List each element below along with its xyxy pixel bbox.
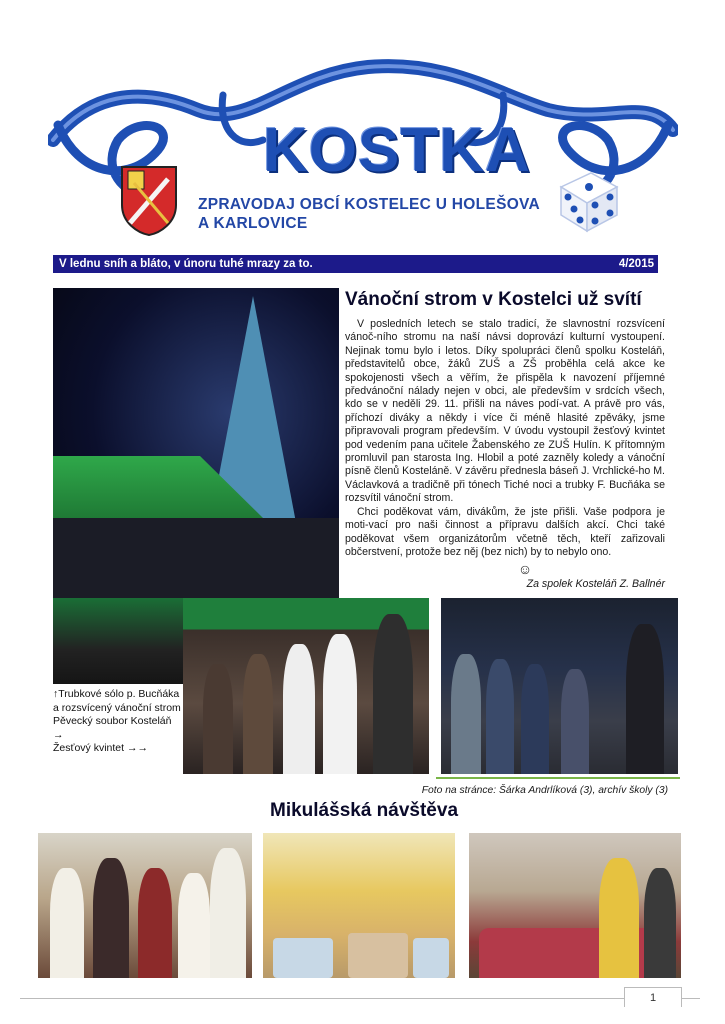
- masthead-subtitle: [198, 195, 578, 233]
- costumed-person: [644, 868, 676, 978]
- caption-line-1: ↑Trubkové sólo p. Bucňáka a rozsvícený vánoční strom: [53, 688, 181, 714]
- school-desk: [273, 938, 333, 978]
- page-number: 1: [624, 987, 682, 1007]
- coat-of-arms-icon: [120, 165, 178, 237]
- school-desk: [348, 933, 408, 978]
- musician: [561, 669, 589, 774]
- musician: [451, 654, 481, 774]
- choir-singer: [323, 634, 357, 774]
- masthead-title: KOSTKA: [263, 116, 531, 185]
- musician: [521, 664, 549, 774]
- subtitle-line-1: ZPRAVODAJ OBCÍ KOSTELEC U HOLEŠOVA: [198, 196, 541, 213]
- choir-singer: [203, 664, 233, 774]
- costumed-person: [50, 868, 84, 978]
- article-signature: Za spolek Kosteláň Z. Ballnér: [526, 578, 665, 591]
- divider: [436, 777, 680, 779]
- christmas-tree-photo: [53, 288, 339, 598]
- photo-credit: Foto na stránce: Šárka Andrlíková (3), archív školy (3): [421, 785, 668, 796]
- article-christmas-tree: [345, 288, 665, 590]
- school-desk: [413, 938, 449, 978]
- banner-motto: V lednu sníh a bláto, v únoru tuhé mrazy za to.: [59, 258, 313, 270]
- costumed-person: [138, 868, 172, 978]
- choir-singer: [283, 644, 315, 774]
- masthead: [48, 55, 678, 250]
- children-group: [479, 928, 669, 978]
- article-title: Vánoční strom v Kostelci už svítí: [345, 289, 642, 310]
- choir-singer: [373, 614, 413, 774]
- issue-banner: [53, 255, 658, 273]
- smiley-icon: ☺: [517, 561, 533, 578]
- costumed-person: [178, 873, 210, 978]
- caption-line-3: Žesťový kvintet →→: [53, 742, 148, 754]
- caption-line-2: Pěvecký soubor Kosteláň →: [53, 715, 172, 741]
- ground: [53, 518, 339, 598]
- section-title: Mikulášská návštěva: [270, 800, 459, 821]
- costumed-person: [210, 848, 246, 978]
- costumed-person: [599, 858, 639, 978]
- brass-quintet-photo: [441, 598, 678, 774]
- dice-icon: [553, 165, 623, 235]
- trumpet-solo-photo: [53, 598, 183, 684]
- photo-caption: [53, 688, 181, 756]
- costumed-person: [93, 858, 129, 978]
- subtitle-line-2: A KARLOVICE: [198, 215, 308, 232]
- st-nicholas-photo-3: [469, 833, 681, 978]
- choir-singer: [243, 654, 273, 774]
- st-nicholas-photo-1: [38, 833, 252, 978]
- issue-number: 4/2015: [618, 258, 654, 270]
- st-nicholas-photo-2: [263, 833, 455, 978]
- choir-photo: [183, 598, 429, 774]
- footer-line: [20, 998, 700, 999]
- article-paragraph-2: Chci poděkovat vám, divákům, že jste přišli. Vaše podpora je moti-vací pro naši činnost a přípravu dalších akcí. Chci také poděkovat všem organizátorům včetně těch, kteří zařizovali občerstvení, protože bez něj (bez nich) by to nebylo ono.: [345, 505, 665, 558]
- musician: [626, 624, 664, 774]
- article-paragraph-1: V posledních letech se stalo tradicí, že slavnostní rozsvícení vánoč-ního stromu na naší návsi doprovází kulturní vystoupení. Nejinak tomu bylo i letos. Díky spolupráci členů spolku Kosteláň, představitelů obce, žáků ZUŠ a ZŠ proběhla celá akce ke spokojenosti všech a věřím, že přispěla k navození příjemné předvánoční nálady nejen v obci, ale především v srdcích všech, kdo se v neděli 29. 11. přišli na náves podí-vat. A právě pro vás, příchozí diváky a někdy i více či méně hlasité zpěváky, jsme připravovali program především. V úvodu vystoupil žesťový kvintet pod vedením pana učitele Žabenského ze ZUŠ Hulín. K přítomným promluvil pan starosta Ing. Hlobil a poté zazněly koledy a vánoční písně členů Kosteláně. V závěru přednesla báseň J. Vrchlické-ho M. Václavková a tradičně při tónech Tiché noci a trubky F. Bucňáka se rozsvítil vánoční strom.: [345, 318, 665, 505]
- musician: [486, 659, 514, 774]
